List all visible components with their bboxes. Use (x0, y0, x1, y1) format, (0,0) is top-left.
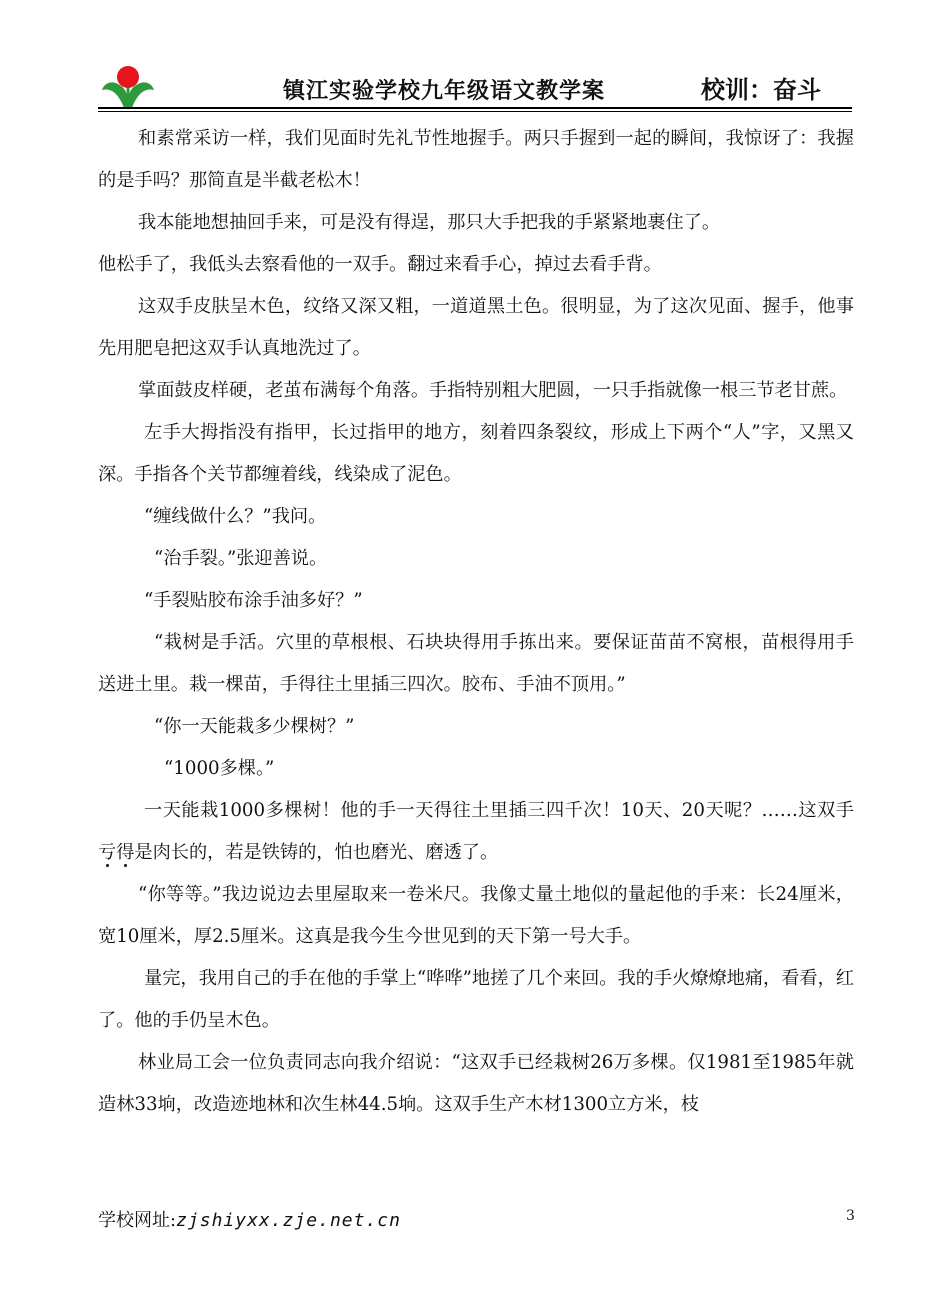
paragraph-13 (98, 790, 854, 874)
dialogue-4: “栽树是手活。穴里的草根根、石块块得用手拣出来。要保证苗苗不窝根，苗根得用手送进土里。栽一棵苗，手得往土里插三四次。胶布、手油不顶用。” (98, 632, 854, 695)
page-header (98, 58, 850, 108)
emphasis-char-2: 得 (116, 842, 135, 863)
page-number: 3 (846, 1208, 855, 1224)
dialogue-3: “手裂贴胶布涂手油多好？” (144, 590, 363, 611)
page-footer (98, 1206, 401, 1232)
header-rule-thin (98, 111, 852, 112)
paragraph-4: 这双手皮肤呈木色，纹络又深又粗，一道道黑土色。很明显，为了这次见面、握手，他事先用肥皂把这双手认真地洗过了。 (98, 296, 854, 359)
dialogue-5: “你一天能栽多少棵树？” (154, 716, 355, 737)
paragraph-16: 林业局工会一位负责同志向我介绍说：“这双手已经栽树26万多棵。仅1981至1985年就造林33垧，改造迹地林和次生林44.5垧。这双手生产木材1300立方米，枝 (98, 1052, 854, 1115)
article-body (98, 118, 854, 1126)
paragraph-2: 我本能地想抽回手来，可是没有得逞，那只大手把我的手紧紧地裹住了。 (138, 212, 721, 233)
paragraph-1: 和素常采访一样，我们见面时先礼节性地握手。两只手握到一起的瞬间，我惊讶了：我握的是手吗？那简直是半截老松木！ (98, 128, 854, 191)
paragraph-13-text-b: 是肉长的，若是铁铸的，怕也磨光、磨透了。 (134, 842, 499, 863)
paragraph-13-text-a: 一天能栽1000多棵树！他的手一天得往土里插三四千次！10天、20天呢？……这双手 (144, 800, 854, 821)
paragraph-3: 他松手了，我低头去察看他的一双手。翻过来看手心，掉过去看手背。 (98, 254, 662, 275)
dialogue-2: “治手裂。”张迎善说。 (154, 548, 328, 569)
school-motto: 校训：奋斗 (701, 75, 821, 104)
dialogue-1: “缠线做什么？”我问。 (144, 506, 327, 527)
header-rule-thick (98, 107, 852, 109)
paragraph-15: 量完，我用自己的手在他的手掌上“哗哗”地搓了几个来回。我的手火燎燎地痛，看看，红了。他的手仍呈木色。 (98, 968, 854, 1031)
school-website-link[interactable]: zjshiyxx.zje.net.cn (176, 1210, 401, 1231)
paragraph-14: “你等等。”我边说边去里屋取来一卷米尺。我像丈量土地似的量起他的手来：长24厘米，宽10厘米，厚2.5厘米。这真是我今生今世见到的天下第一号大手。 (98, 884, 854, 947)
paragraph-6: 左手大拇指没有指甲，长过指甲的地方，刻着四条裂纹，形成上下两个“人”字，又黑又深。手指各个关节都缠着线，线染成了泥色。 (98, 422, 854, 485)
emphasis-char-1: 亏 (98, 842, 117, 863)
document-title: 镇江实验学校九年级语文教学案 (283, 78, 606, 104)
school-logo-icon (100, 64, 156, 110)
dialogue-6: “1000多棵。” (164, 758, 275, 779)
footer-label: 学校网址: (98, 1210, 177, 1231)
paragraph-5: 掌面鼓皮样硬，老茧布满每个角落。手指特别粗大肥圆，一只手指就像一根三节老甘蔗。 (138, 380, 848, 401)
